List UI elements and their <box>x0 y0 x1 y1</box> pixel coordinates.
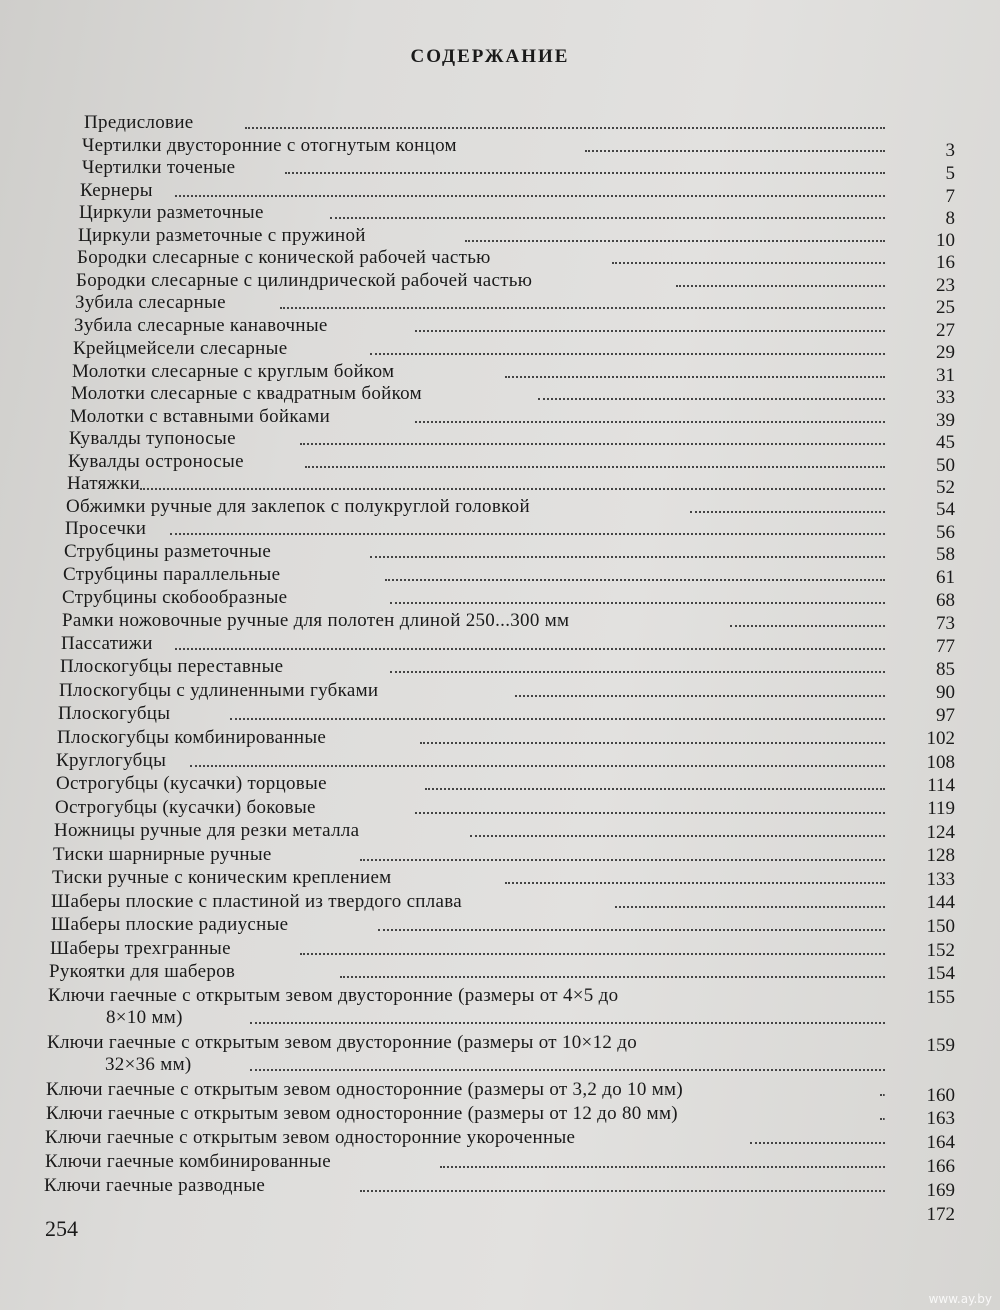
toc-dot-leader <box>880 1086 885 1096</box>
toc-page-number: 152 <box>926 940 955 961</box>
toc-dot-leader <box>505 874 885 884</box>
watermark: www.ay.by <box>928 1292 992 1306</box>
toc-dot-leader <box>175 640 885 650</box>
toc-page-number: 160 <box>926 1085 955 1106</box>
toc-entry <box>60 656 900 678</box>
toc-dot-leader <box>340 968 885 978</box>
toc-entry-title: Круглогубцы <box>56 750 167 771</box>
toc-dot-leader <box>880 1110 885 1120</box>
toc-entry <box>56 750 900 772</box>
toc-entry-title: Рамки ножовочные ручные для полотен длиной 250...300 мм <box>62 610 570 631</box>
toc-dot-leader <box>245 119 885 129</box>
toc-entry <box>45 1151 900 1173</box>
toc-page-number: 3 <box>945 140 955 161</box>
toc-entry-title: Ключи гаечные разводные <box>44 1175 266 1196</box>
toc-dot-leader <box>230 710 885 720</box>
toc-entry-title: Натяжки <box>67 473 141 494</box>
toc-entry <box>78 225 900 247</box>
toc-dot-leader <box>615 898 885 908</box>
toc-page-number: 150 <box>926 916 955 937</box>
toc-entry <box>54 820 900 842</box>
toc-dot-leader <box>612 254 885 264</box>
toc-entry-title: Пассатижи <box>61 633 153 654</box>
toc-entry <box>51 891 900 913</box>
toc-page-number: 68 <box>936 590 955 611</box>
toc-page-number: 128 <box>926 845 955 866</box>
toc-page-number: 73 <box>936 613 955 634</box>
toc-entry <box>72 361 900 383</box>
toc-entry-title: Шаберы плоские радиусные <box>51 914 289 935</box>
toc-dot-leader <box>730 617 885 627</box>
toc-page-number: 154 <box>926 963 955 984</box>
toc-entry <box>56 773 900 795</box>
toc-entry-title: Циркули разметочные с пружиной <box>78 225 366 246</box>
toc-entry-title: Чертилки двусторонние с отогнутым концом <box>82 135 457 156</box>
toc-entry-title: Бородки слесарные с конической рабочей частью <box>77 247 491 268</box>
toc-page-number: 159 <box>926 1035 955 1056</box>
toc-entry <box>47 1032 900 1075</box>
toc-entry <box>57 727 900 749</box>
toc-entry <box>62 587 900 609</box>
toc-page-number: 58 <box>936 544 955 565</box>
toc-dot-leader <box>415 804 885 814</box>
toc-entry <box>45 1127 900 1149</box>
toc-dot-leader <box>250 1061 885 1071</box>
toc-entry-title: Плоскогубцы <box>58 703 171 724</box>
toc-entry-title: Ключи гаечные с открытым зевом двусторонние (размеры от 4×5 до <box>48 985 619 1006</box>
toc-dot-leader <box>300 945 885 955</box>
toc-entry-title: Струбцины разметочные <box>64 541 272 562</box>
toc-entry <box>55 797 900 819</box>
toc-entry <box>80 180 900 202</box>
toc-entry <box>59 680 900 702</box>
toc-entry <box>68 451 900 473</box>
toc-page-number: 33 <box>936 387 955 408</box>
toc-entry <box>74 315 900 337</box>
toc-entry-title: Струбцины скобообразные <box>62 587 288 608</box>
toc-dot-leader <box>305 458 885 468</box>
toc-entry-title: Плоскогубцы переставные <box>60 656 284 677</box>
toc-entry-title: Тиски шарнирные ручные <box>53 844 272 865</box>
toc-entry-title: Кувалды тупоносые <box>69 428 236 449</box>
toc-entry-title: Ключи гаечные с открытым зевом двусторонние (размеры от 10×12 до <box>47 1032 637 1053</box>
toc-dot-leader <box>300 435 885 445</box>
toc-page-number: 61 <box>936 567 955 588</box>
toc-entry <box>46 1079 900 1101</box>
toc-dot-leader <box>440 1158 885 1168</box>
toc-entry <box>77 247 900 269</box>
toc-entry <box>67 473 900 495</box>
toc-entry-title: Рукоятки для шаберов <box>49 961 236 982</box>
toc-page-number: 166 <box>926 1156 955 1177</box>
toc-page-number: 119 <box>927 798 955 819</box>
toc-entry-title: Ключи гаечные с открытым зевом односторонние (размеры от 3,2 до 10 мм) <box>46 1079 683 1100</box>
toc-entry-title-continued: 8×10 мм) <box>106 1007 183 1028</box>
toc-dot-leader <box>390 663 885 673</box>
toc-entry-title-continued: 32×36 мм) <box>105 1054 192 1075</box>
toc-entry <box>79 202 900 224</box>
toc-page-number: 164 <box>926 1132 955 1153</box>
toc-dot-leader <box>370 548 885 558</box>
toc-entry <box>75 292 900 314</box>
toc-dot-leader <box>330 209 885 219</box>
toc-entry-title: Шаберы плоские с пластиной из твердого сплава <box>51 891 463 912</box>
toc-dot-leader <box>140 480 885 490</box>
toc-page-number: 144 <box>926 892 955 913</box>
toc-entry-title: Молотки с вставными бойками <box>70 406 331 427</box>
toc-dot-leader <box>750 1134 885 1144</box>
toc-entry <box>69 428 900 450</box>
toc-entry <box>61 633 900 655</box>
toc-entry-title: Крейцмейсели слесарные <box>73 338 288 359</box>
toc-page-number: 85 <box>936 659 955 680</box>
toc-dot-leader <box>170 525 885 535</box>
toc-dot-leader <box>250 1014 885 1024</box>
toc-dot-leader <box>538 390 885 400</box>
toc-entry-title: Чертилки точеные <box>82 157 236 178</box>
toc-entry-title: Бородки слесарные с цилиндрической рабочей частью <box>76 270 533 291</box>
toc-entry-title: Молотки слесарные с круглым бойком <box>72 361 395 382</box>
toc-page-number: 97 <box>936 705 955 726</box>
toc-page-number: 133 <box>926 869 955 890</box>
toc-dot-leader <box>175 187 885 197</box>
toc-dot-leader <box>390 594 885 604</box>
toc-page-number: 52 <box>936 477 955 498</box>
toc-entry-title: Шаберы трехгранные <box>50 938 231 959</box>
toc-dot-leader <box>190 757 885 767</box>
toc-page-number: 124 <box>926 822 955 843</box>
toc-entry-title: Предисловие <box>84 112 194 133</box>
toc-entry-title: Кернеры <box>80 180 153 201</box>
toc-dot-leader <box>465 232 885 242</box>
toc-dot-leader <box>470 827 885 837</box>
toc-page-number: 27 <box>936 320 955 341</box>
toc-entry <box>73 338 900 360</box>
toc-entry-title: Острогубцы (кусачки) торцовые <box>56 773 327 794</box>
toc-dot-leader <box>505 368 885 378</box>
toc-page-number: 10 <box>936 230 955 251</box>
page-folio: 254 <box>45 1216 78 1241</box>
toc-page-number: 56 <box>936 522 955 543</box>
toc-page-number: 169 <box>926 1180 955 1201</box>
toc-dot-leader <box>415 413 885 423</box>
toc-entry-title: Плоскогубцы комбинированные <box>57 727 327 748</box>
toc-entry-title: Ключи гаечные с открытым зевом односторонние укороченные <box>45 1127 576 1148</box>
toc-page-number: 50 <box>936 455 955 476</box>
toc-entry <box>82 135 900 157</box>
toc-entry-title: Острогубцы (кусачки) боковые <box>55 797 316 818</box>
page-title: СОДЕРЖАНИЕ <box>410 46 570 67</box>
toc-entry-title: Кувалды остроносые <box>68 451 244 472</box>
toc-entry <box>53 844 900 866</box>
toc-entry-title: Ключи гаечные комбинированные <box>45 1151 331 1172</box>
toc-page-number: 29 <box>936 342 955 363</box>
toc-entry-title: Зубила слесарные <box>75 292 226 313</box>
toc-dot-leader <box>690 503 885 513</box>
toc-entry-title: Просечки <box>65 518 147 539</box>
toc-page-number: 23 <box>936 275 955 296</box>
toc-page-number: 172 <box>926 1204 955 1225</box>
toc-entry <box>62 610 900 632</box>
toc-entry <box>48 985 900 1028</box>
toc-entry <box>66 496 900 518</box>
toc-dot-leader <box>370 345 885 355</box>
toc-page-number: 8 <box>945 208 955 229</box>
toc-dot-leader <box>420 734 885 744</box>
toc-entry <box>70 406 900 428</box>
toc-entry <box>65 518 900 540</box>
toc-page-number: 108 <box>926 752 955 773</box>
toc-entry-title: Обжимки ручные для заклепок с полукруглой головкой <box>66 496 530 517</box>
toc-dot-leader <box>515 687 885 697</box>
toc-entry <box>44 1175 900 1197</box>
toc-page-number: 155 <box>926 987 955 1008</box>
toc-dot-leader <box>360 851 885 861</box>
toc-entry <box>46 1103 900 1125</box>
toc-dot-leader <box>415 322 885 332</box>
toc-entry-title: Зубила слесарные канавочные <box>74 315 328 336</box>
toc-entry-title: Ножницы ручные для резки металла <box>54 820 360 841</box>
toc-dot-leader <box>585 142 885 152</box>
toc-dot-leader <box>385 571 885 581</box>
toc-dot-leader <box>378 921 885 931</box>
toc-entry <box>82 157 900 179</box>
toc-dot-leader <box>676 277 885 287</box>
toc-dot-leader <box>285 164 885 174</box>
toc-entry-title: Циркули разметочные <box>79 202 264 223</box>
toc-page-number: 45 <box>936 432 955 453</box>
toc-page-number: 102 <box>926 728 955 749</box>
toc-entry <box>51 914 900 936</box>
toc-entry-title: Молотки слесарные с квадратным бойком <box>71 383 422 404</box>
toc-entry <box>63 564 900 586</box>
toc-entry <box>58 703 900 725</box>
toc-dot-leader <box>360 1182 885 1192</box>
toc-entry <box>76 270 900 292</box>
toc-page-number: 163 <box>926 1108 955 1129</box>
toc-page-number: 25 <box>936 297 955 318</box>
toc-entry <box>49 961 900 983</box>
toc-page-number: 114 <box>927 775 955 796</box>
toc-page-number: 90 <box>936 682 955 703</box>
toc-entry <box>84 112 900 134</box>
toc-dot-leader <box>280 299 885 309</box>
toc-page-number: 5 <box>945 163 955 184</box>
toc-page-number: 54 <box>936 499 955 520</box>
toc-page-number: 31 <box>936 365 955 386</box>
toc-page-number: 39 <box>936 410 955 431</box>
toc-entry <box>64 541 900 563</box>
toc-page-number: 7 <box>945 186 955 207</box>
toc-dot-leader <box>425 780 885 790</box>
toc-entry-title: Ключи гаечные с открытым зевом односторонние (размеры от 12 до 80 мм) <box>46 1103 678 1124</box>
toc-entry-title: Плоскогубцы с удлиненными губками <box>59 680 379 701</box>
toc-entry <box>52 867 900 889</box>
toc-entry-title: Тиски ручные с коническим креплением <box>52 867 392 888</box>
toc-entry <box>71 383 900 405</box>
toc-entry <box>50 938 900 960</box>
toc-page-number: 77 <box>936 636 955 657</box>
toc-page-number: 16 <box>936 252 955 273</box>
toc-entry-title: Струбцины параллельные <box>63 564 281 585</box>
